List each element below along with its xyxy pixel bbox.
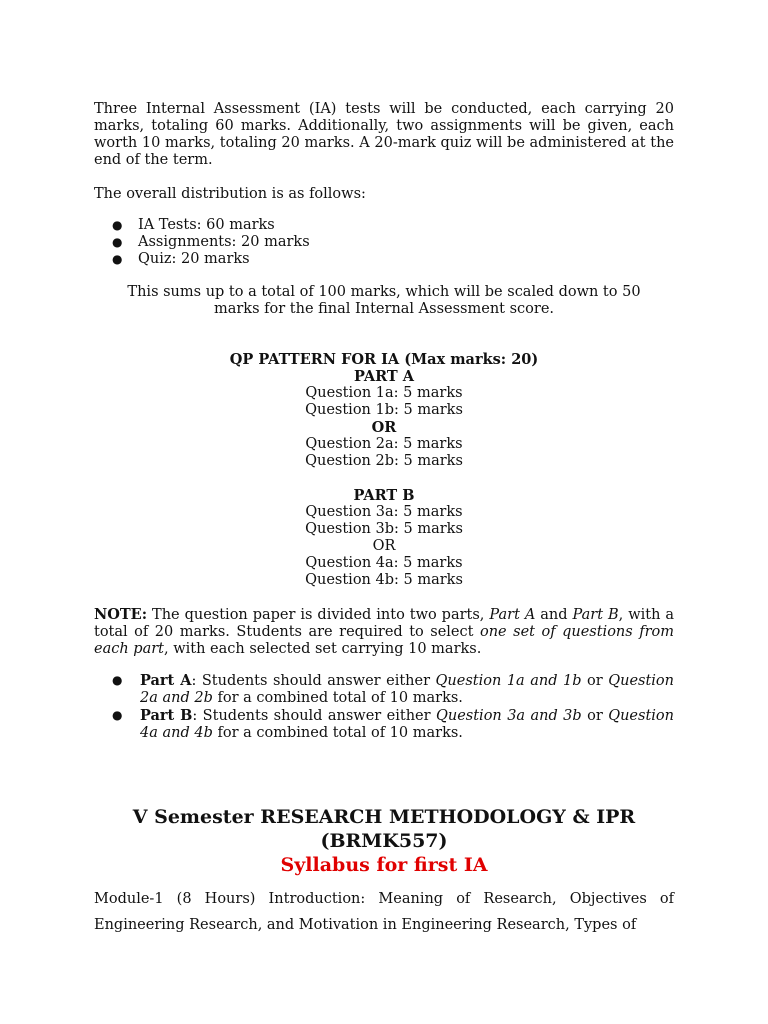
list-item: ● IA Tests: 60 marks: [112, 217, 310, 234]
question-1a: Question 1a: 5 marks: [305, 385, 463, 401]
syllabus-title-line-2: (BRMK557): [320, 830, 448, 852]
part-label: Part A: [140, 672, 192, 689]
scaled-line-2: marks for the final Internal Assessment score.: [213, 301, 555, 317]
distribution-lead: The overall distribution is as follows:: [94, 186, 366, 202]
list-item: [112, 707, 674, 742]
part-b-heading: PART B: [353, 487, 415, 504]
part-b-or: OR: [372, 538, 396, 554]
note-emphasis: one set of questions from each part: [94, 624, 674, 657]
list-item: ● Quiz: 20 marks: [112, 251, 310, 268]
bullet-text: : Students should answer either: [191, 673, 436, 689]
question-1b: Question 1b: 5 marks: [305, 402, 463, 418]
bullet-text: : Students should answer either: [192, 708, 436, 724]
note-text: , with each selected set carrying 10 marks.: [163, 641, 482, 657]
bullet-text: or: [581, 673, 609, 689]
module-description: Module-1 (8 Hours) Introduction: Meaning of Research, Objectives of Engineering Research, and Motivation in Engineering Research, Types of: [94, 891, 674, 933]
qp-pattern: [94, 351, 674, 589]
question-3b: Question 3b: 5 marks: [305, 521, 463, 537]
bullet-emphasis: Question 1a and 1b: [435, 673, 582, 689]
part-label: Part B: [140, 707, 193, 724]
distribution-list: [112, 217, 310, 268]
question-2a: Question 2a: 5 marks: [305, 436, 463, 452]
question-4a: Question 4a: 5 marks: [305, 555, 463, 571]
syllabus-title: [94, 805, 674, 877]
note-text: , with a total of 20 marks. Students are required to select: [94, 607, 675, 640]
note-text: The question paper is divided into two parts,: [147, 607, 490, 623]
intro-paragraph: Three Internal Assessment (IA) tests will be conducted, each carrying 20 marks, totaling 60 marks. Additionally, two assignments will be given, each worth 10 marks, totaling 20 marks. A 20-mark quiz will be administered at the end of the term.: [94, 101, 674, 168]
part-a-heading: PART A: [354, 368, 414, 385]
syllabus-subtitle: Syllabus for first IA: [280, 854, 488, 876]
list-item: [112, 672, 674, 707]
question-2b: Question 2b: 5 marks: [305, 453, 463, 469]
scaled-line-1: This sums up to a total of 100 marks, which will be scaled down to 50: [127, 284, 641, 300]
bullet-emphasis: Question 4a and 4b: [140, 708, 674, 741]
bullet-emphasis: Question 2a and 2b: [140, 673, 674, 706]
note-bullet-list: [112, 672, 674, 742]
question-3a: Question 3a: 5 marks: [305, 504, 463, 520]
qp-heading: QP PATTERN FOR IA (Max marks: 20): [229, 351, 539, 368]
scaled-note: [94, 284, 674, 318]
question-4b: Question 4b: 5 marks: [305, 572, 463, 588]
note-emphasis: Part A: [489, 607, 536, 623]
bullet-text: for a combined total of 10 marks.: [212, 690, 463, 706]
note-text: and: [535, 607, 573, 623]
syllabus-title-line-1: V Semester RESEARCH METHODOLOGY & IPR: [132, 806, 636, 828]
part-a-or: OR: [371, 419, 397, 436]
bullet-emphasis: Question 3a and 3b: [435, 708, 582, 724]
list-item: ● Assignments: 20 marks: [112, 234, 310, 251]
intro-section: [94, 101, 674, 203]
bullet-text: for a combined total of 10 marks.: [212, 725, 463, 741]
note-emphasis: Part B: [572, 607, 619, 623]
bullet-text: or: [581, 708, 609, 724]
note-label: NOTE:: [94, 606, 148, 623]
note-paragraph: [94, 606, 674, 658]
